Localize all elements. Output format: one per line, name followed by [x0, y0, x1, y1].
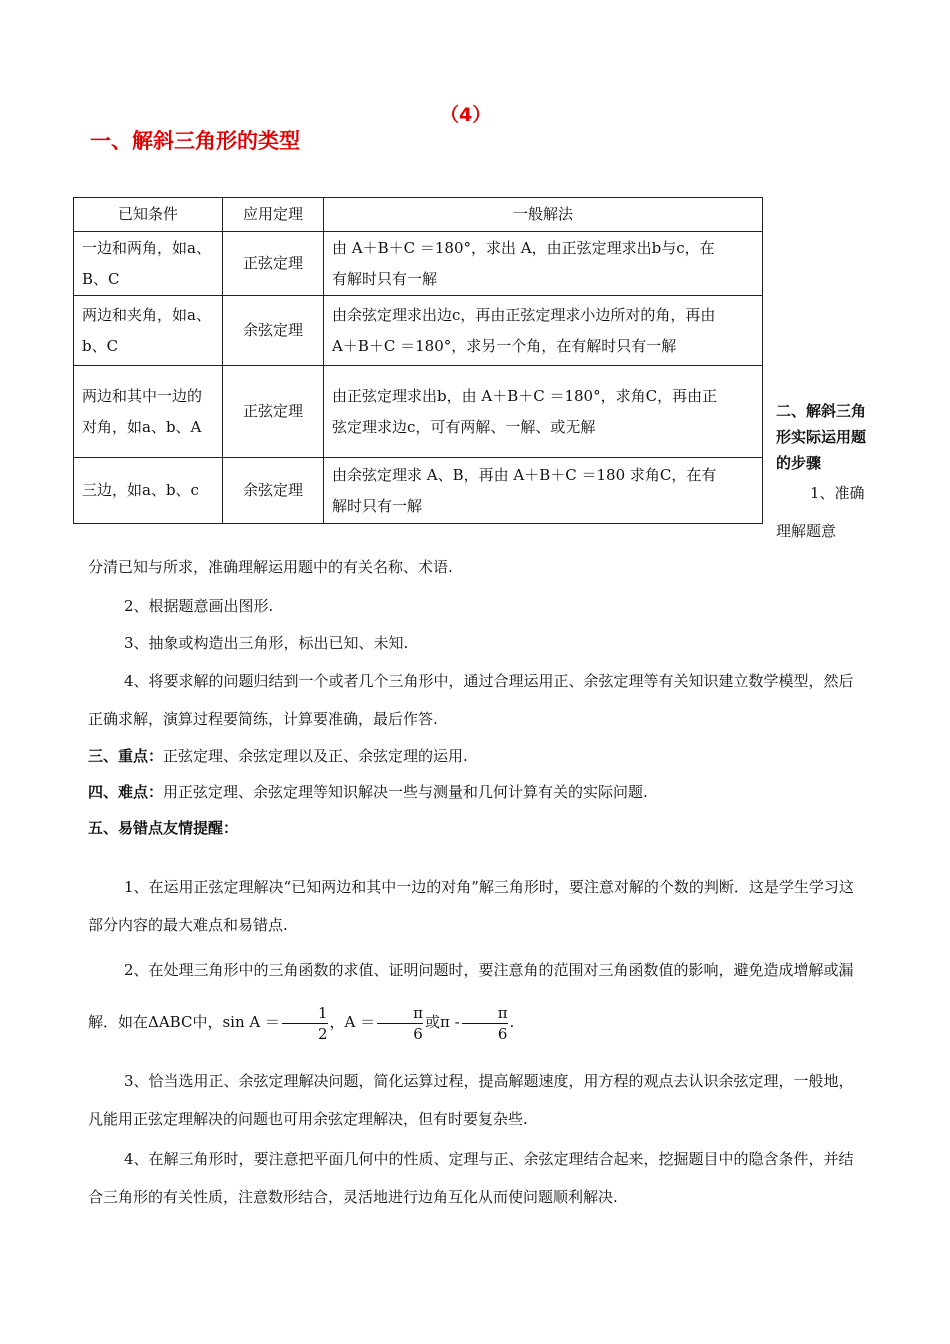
- key-label: 三、重点：: [88, 747, 164, 765]
- method-line: 弦定理求边c，可有两解、一解、或无解: [332, 417, 596, 436]
- step-4: 4、将要求解的问题归结到一个或者几个三角形中，通过合理运用正、余弦定理等有关知识建立数学模型，然后正确求解，演算过程要简练，计算要准确，最后作答.: [88, 672, 854, 728]
- reminder-2-text: 或π -: [424, 1013, 460, 1031]
- fraction-pi-over-6: [462, 1003, 508, 1044]
- cell-condition: 两边和其中一边的对角，如a、b、A: [74, 366, 223, 458]
- cell-theorem: 余弦定理: [223, 458, 324, 524]
- difficult-label: 四、难点：: [88, 783, 164, 801]
- fraction-one-half: [282, 1003, 328, 1044]
- method-line: 有解时只有一解: [332, 269, 438, 288]
- table-row: [74, 232, 763, 296]
- header-condition: 已知条件: [74, 198, 223, 232]
- reminder-1: 1、在运用正弦定理解决“已知两边和其中一边的对角”解三角形时，要注意对解的个数的判断．这是学生学习这部分内容的最大难点和易错点.: [88, 878, 854, 934]
- cell-condition: 两边和夹角，如a、b、C: [74, 296, 223, 366]
- step-3: 3、抽象或构造出三角形，标出已知、未知.: [124, 634, 409, 652]
- cell-method: [324, 296, 763, 366]
- method-line: 由余弦定理求 A、B，再由 A＋B＋C ＝180 求角C，在有: [332, 465, 717, 484]
- cell-method: [324, 366, 763, 458]
- reminder-3: 3、恰当选用正、余弦定理解决问题，简化运算过程，提高解题速度，用方程的观点去认识余弦定理，一般地，凡能用正弦定理解决的问题也可用余弦定理解决，但有时要复杂些.: [88, 1072, 854, 1128]
- table-header-row: [74, 198, 763, 232]
- reminder-2-text: ，A ＝: [329, 1013, 376, 1031]
- reminder-4: 4、在解三角形时，要注意把平面几何中的性质、定理与正、余弦定理结合起来，挖掘题目中的隐含条件，并结合三角形的有关性质，注意数形结合，灵活地进行边角互化从而使问题顺利解决.: [88, 1150, 854, 1206]
- triangle-types-table: [73, 197, 763, 524]
- method-line: A＋B＋C ＝180°，求另一个角，在有解时只有一解: [332, 336, 677, 355]
- cell-method: [324, 458, 763, 524]
- cell-condition: 三边，如a、b、c: [74, 458, 223, 524]
- section-5-heading: 五、易错点友情提醒：: [88, 819, 239, 837]
- cell-theorem: 正弦定理: [223, 366, 324, 458]
- step-1-continued: 分清已知与所求，准确理解运用题中的有关名称、术语.: [88, 558, 453, 576]
- cell-method: [324, 232, 763, 296]
- key-text: 正弦定理、余弦定理以及正、余弦定理的运用.: [163, 747, 468, 765]
- table-row: [74, 296, 763, 366]
- step-2: 2、根据题意画出图形.: [124, 597, 274, 615]
- section-1-heading: 一、解斜三角形的类型: [90, 129, 300, 153]
- key-points: [88, 745, 863, 766]
- fraction-denominator: 6: [462, 1023, 508, 1044]
- method-line: 由 A＋B＋C ＝180°，求出 A，由正弦定理求出b与c，在: [332, 238, 715, 257]
- reminder-2-end: .: [509, 1013, 515, 1031]
- header-method: 一般解法: [324, 198, 763, 232]
- method-line: 解时只有一解: [332, 496, 423, 515]
- method-line: 由正弦定理求出b，由 A＋B＋C ＝180°，求角C，再由正: [332, 386, 718, 405]
- fraction-numerator: π: [413, 1003, 423, 1022]
- header-theorem: 应用定理: [223, 198, 324, 232]
- fraction-numerator: 1: [317, 1003, 328, 1022]
- difficult-points: [88, 781, 863, 802]
- step-1-start: 1、准确理解题意: [776, 484, 865, 540]
- cell-theorem: 余弦定理: [223, 296, 324, 366]
- fraction-pi-over-6: [377, 1003, 423, 1044]
- cell-theorem: 正弦定理: [223, 232, 324, 296]
- table-row: [74, 366, 763, 458]
- fraction-denominator: 2: [282, 1023, 328, 1044]
- table-row: [74, 458, 763, 524]
- fraction-numerator: π: [497, 1003, 508, 1022]
- difficult-text: 用正弦定理、余弦定理等知识解决一些与测量和几何计算有关的实际问题.: [163, 783, 648, 801]
- reminder-2-text: 2、在处理三角形中的三角函数的求值、证明问题时，要注意角的范围对三角函数值的影响，避免造成增解或漏解．如在ΔABC中，sin A ＝: [88, 961, 854, 1031]
- fraction-denominator: 6: [377, 1023, 423, 1044]
- reminder-2: [88, 944, 863, 1048]
- section-2-heading: 二、解斜三角形实际运用题的步骤: [776, 402, 867, 472]
- page-number-title: （4）: [440, 104, 492, 126]
- cell-condition: 一边和两角，如a、B、C: [74, 232, 223, 296]
- method-line: 由余弦定理求出边c，再由正弦定理求小边所对的角，再由: [332, 305, 716, 324]
